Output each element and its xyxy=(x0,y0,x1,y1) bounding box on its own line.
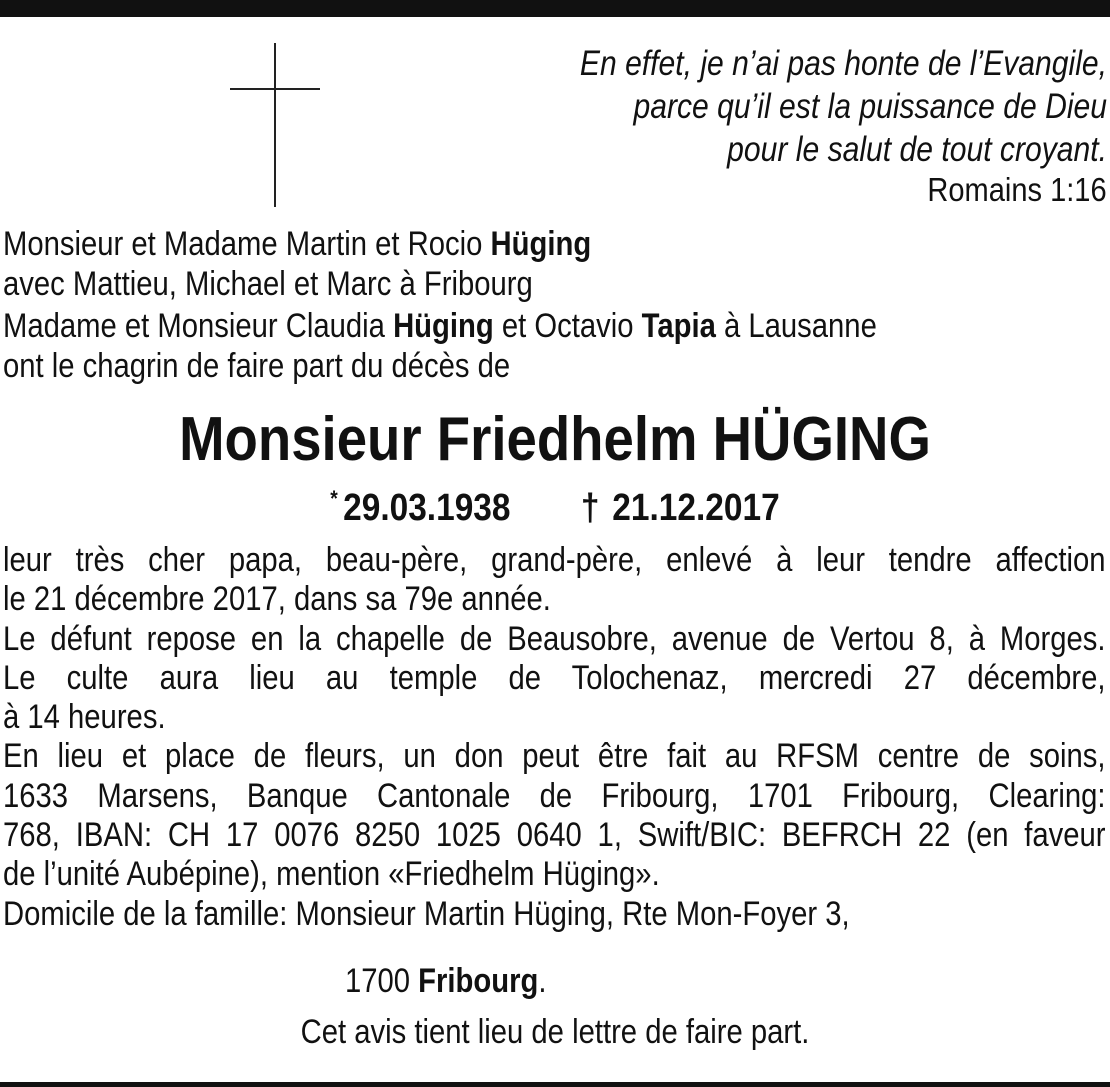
family-address-city: 1700 Fribourg. xyxy=(345,962,547,1000)
top-border xyxy=(0,0,1110,17)
death-date: 21.12.2017 xyxy=(612,487,780,529)
verse-line: parce qu’il est la puissance de Dieu xyxy=(633,87,1107,126)
birth-symbol: * xyxy=(330,486,338,511)
death-symbol: † xyxy=(580,487,600,529)
deceased-name: Monsieur Friedhelm HÜGING xyxy=(179,405,931,474)
life-dates xyxy=(67,486,1044,530)
body-line: leur très cher papa, beau-père, grand-père, enlevé à leur tendre affection xyxy=(3,541,1106,579)
body-line: le 21 décembre 2017, dans sa 79e année. xyxy=(3,580,551,619)
body-line: 1633 Marsens, Banque Cantonale de Fribourg, 1701 Fribourg, Clearing: xyxy=(3,776,1106,815)
announcement-body xyxy=(3,541,1106,934)
body-line: En lieu et place de fleurs, un don peut être fait au RFSM centre de soins, xyxy=(3,737,1106,776)
verse-line: En effet, je n’ai pas honte de l’Evangile, xyxy=(579,44,1107,83)
body-line: de l’unité Aubépine), mention «Friedhelm Hüging». xyxy=(3,855,660,894)
family-line-1: Monsieur et Madame Martin et Rocio Hüging xyxy=(3,225,592,263)
body-line: Domicile de la famille: Monsieur Martin Hüging, Rte Mon-Foyer 3, xyxy=(3,894,850,933)
family-line-4: ont le chagrin de faire part du décès de xyxy=(3,347,511,385)
body-line: Le défunt repose en la chapelle de Beausobre, avenue de Vertou 8, à Morges. xyxy=(3,619,1106,658)
cross-icon xyxy=(230,43,320,207)
bottom-border xyxy=(0,1082,1110,1087)
body-line: Le culte aura lieu au temple de Tolochenaz, mercredi 27 décembre, xyxy=(3,658,1106,697)
bible-verse xyxy=(488,42,1107,171)
body-line: à 14 heures. xyxy=(3,698,166,737)
verse-line: pour le salut de tout croyant. xyxy=(727,130,1107,169)
closing-note: Cet avis tient lieu de lettre de faire part. xyxy=(300,1013,810,1051)
body-line: 768, IBAN: CH 17 0076 8250 1025 0640 1, Swift/BIC: BEFRCH 22 (en faveur xyxy=(3,816,1106,855)
family-line-2: avec Mattieu, Michael et Marc à Fribourg xyxy=(3,265,533,303)
verse-reference: Romains 1:16 xyxy=(927,171,1107,208)
family-line-3: Madame et Monsieur Claudia Hüging et Octavio Tapia à Lausanne xyxy=(3,307,877,345)
birth-date: 29.03.1938 xyxy=(343,487,511,529)
